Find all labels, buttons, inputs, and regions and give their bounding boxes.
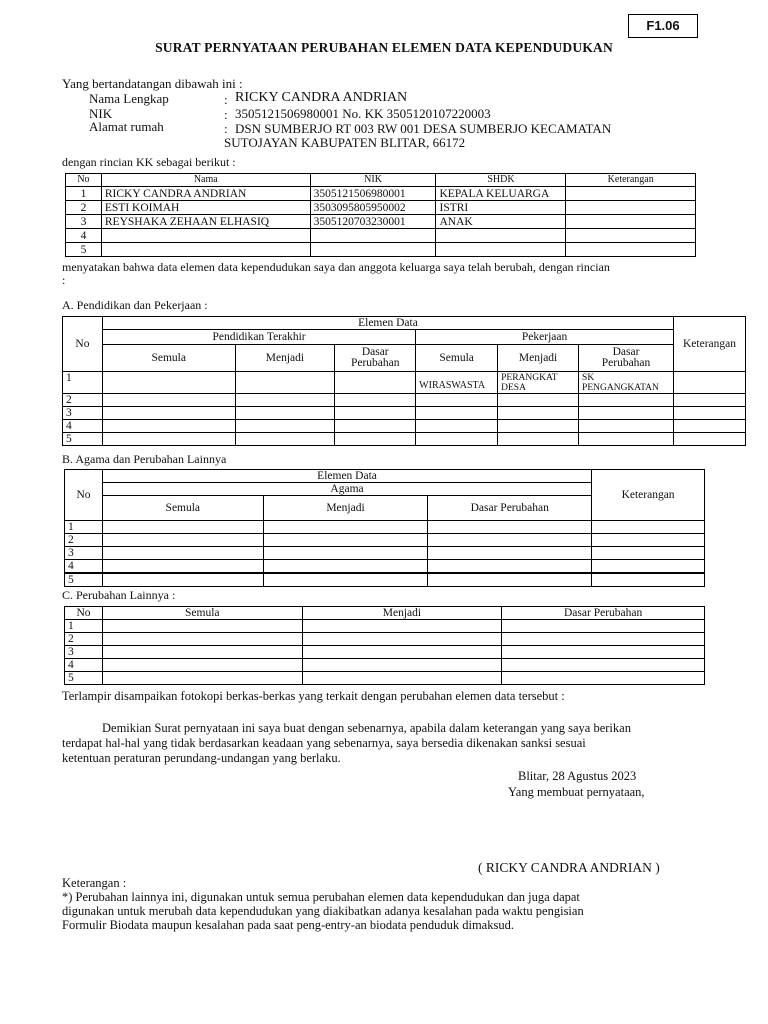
kk-cell-shdk	[436, 229, 566, 243]
pekerjaan-menjadi-line2: DESA	[501, 382, 526, 393]
cell	[235, 394, 335, 407]
section-a-table	[62, 316, 746, 446]
closing-line-1: Demikian Surat pernyataan ini saya buat dengan sebenarnya, apabila dalam keterangan yang saya berikan	[102, 721, 631, 735]
kk-cell-nama	[101, 229, 310, 243]
table-row	[65, 560, 705, 574]
kk-cell-no: 1	[66, 187, 102, 201]
cell	[579, 433, 674, 446]
name-colon: :	[224, 92, 228, 107]
signer-name: ( RICKY CANDRA ANDRIAN )	[478, 860, 660, 875]
kk-cell-nama: RICKY CANDRA ANDRIAN	[101, 187, 310, 201]
cell	[263, 521, 428, 534]
section-c-title: C. Perubahan Lainnya :	[62, 588, 176, 602]
cell	[502, 620, 705, 633]
cell	[428, 573, 592, 587]
attachment-text: Terlampir disampaikan fotokopi berkas-berkas yang terkait dengan perubahan elemen data tersebut :	[62, 689, 565, 703]
section-a-header-menjadi: Menjadi	[235, 345, 335, 372]
notes-line-2: digunakan untuk merubah data kependudukan yang diakibatkan adanya kesalahan pada waktu pengisian	[62, 904, 584, 918]
cell	[263, 547, 428, 560]
cell	[102, 433, 235, 446]
cell	[235, 372, 335, 394]
cell	[498, 433, 579, 446]
page-title: SURAT PERNYATAAN PERUBAHAN ELEMEN DATA KEPENDUDUKAN	[155, 40, 613, 55]
kk-cell-ket	[566, 215, 696, 229]
table-row	[65, 521, 705, 534]
cell	[263, 573, 428, 587]
kk-cell-no: 5	[66, 243, 102, 257]
cell	[592, 573, 705, 587]
cell	[102, 659, 302, 672]
cell	[416, 420, 498, 433]
cell	[335, 394, 416, 407]
cell	[302, 633, 502, 646]
signer-label: Yang membuat pernyataan,	[508, 785, 645, 799]
section-a-header-semula: Semula	[102, 345, 235, 372]
pekerjaan-semula-cell: WIRASWASTA	[416, 372, 498, 394]
cell	[102, 420, 235, 433]
table-row	[65, 633, 705, 646]
cell	[416, 394, 498, 407]
cell	[428, 547, 592, 560]
cell	[302, 646, 502, 659]
address-line-1: DSN SUMBERJO RT 003 RW 001 DESA SUMBERJO KECAMATAN	[235, 121, 612, 136]
section-a-header-no: No	[63, 317, 103, 372]
form-code-box: F1.06	[628, 14, 698, 38]
cell	[102, 672, 302, 685]
row-no: 2	[65, 633, 103, 646]
section-c-header-no: No	[65, 607, 103, 620]
kk-cell-shdk: KEPALA KELUARGA	[436, 187, 566, 201]
name-label: Nama Lengkap	[89, 91, 169, 106]
section-c-header-semula: Semula	[102, 607, 302, 620]
section-b-header-elemen: Elemen Data	[102, 470, 591, 483]
cell	[498, 394, 579, 407]
cell	[102, 407, 235, 420]
cell	[674, 420, 746, 433]
kk-header-nik: NIK	[310, 174, 436, 187]
kk-cell-shdk: ISTRI	[436, 201, 566, 215]
table-row	[63, 407, 746, 420]
kk-intro: dengan rincian KK sebagai berikut :	[62, 155, 236, 169]
kk-cell-nik: 3505121506980001	[310, 187, 436, 201]
cell	[302, 659, 502, 672]
kk-cell-nama: ESTI KOIMAH	[101, 201, 310, 215]
notes-line-3: Formulir Biodata maupun kesalahan pada saat peng-entry-an biodata penduduk dimaksud.	[62, 918, 514, 932]
cell	[502, 672, 705, 685]
cell	[428, 521, 592, 534]
row-no: 4	[65, 659, 103, 672]
nik-colon: :	[224, 107, 228, 122]
cell	[428, 560, 592, 574]
row-no: 5	[65, 573, 103, 587]
cell	[502, 646, 705, 659]
cell	[416, 407, 498, 420]
cell	[263, 560, 428, 574]
row-no: 1	[63, 372, 103, 394]
cell	[302, 620, 502, 633]
nik-label: NIK	[89, 106, 113, 121]
pekerjaan-menjadi-cell	[498, 372, 579, 394]
closing-line-3: ketentuan peraturan perundang-undangan yang berlaku.	[62, 751, 341, 765]
section-a-header-menjadi: Menjadi	[498, 345, 579, 372]
cell	[335, 407, 416, 420]
kk-cell-nik: 3505120703230001	[310, 215, 436, 229]
perubahan-text: Perubahan	[350, 357, 400, 369]
kk-cell-no: 3	[66, 215, 102, 229]
row-no: 5	[63, 433, 103, 446]
cell	[416, 433, 498, 446]
kk-cell-shdk: ANAK	[436, 215, 566, 229]
cell	[102, 534, 263, 547]
kk-header-shdk: SHDK	[436, 174, 566, 187]
pekerjaan-dasar-cell	[579, 372, 674, 394]
name-value: RICKY CANDRA ANDRIAN	[235, 90, 408, 105]
row-no: 4	[65, 560, 103, 574]
cell	[579, 394, 674, 407]
address-line-2: SUTOJAYAN KABUPATEN BLITAR, 66172	[224, 135, 466, 150]
cell	[674, 372, 746, 394]
kk-cell-no: 2	[66, 201, 102, 215]
cell	[674, 433, 746, 446]
kk-table	[65, 173, 696, 257]
section-b-table	[64, 469, 705, 587]
section-b-header-dasar: Dasar Perubahan	[428, 496, 592, 521]
cell	[102, 560, 263, 574]
table-row	[65, 547, 705, 560]
table-row	[63, 394, 746, 407]
notes-line-1: *) Perubahan lainnya ini, digunakan untuk semua perubahan elemen data kependudukan dan juga dapat	[62, 890, 580, 904]
section-c-header-dasar: Dasar Perubahan	[502, 607, 705, 620]
cell	[335, 433, 416, 446]
cell	[102, 372, 235, 394]
cell	[102, 646, 302, 659]
kk-cell-ket	[566, 229, 696, 243]
cell	[579, 407, 674, 420]
cell	[235, 420, 335, 433]
table-row	[66, 229, 696, 243]
cell	[579, 420, 674, 433]
section-a-header-dasar	[335, 345, 416, 372]
cell	[674, 394, 746, 407]
pekerjaan-menjadi-line1: PERANGKAT	[501, 372, 558, 383]
kk-cell-shdk	[436, 243, 566, 257]
cell	[102, 521, 263, 534]
section-b-title: B. Agama dan Perubahan Lainnya	[62, 452, 227, 466]
section-c-header-menjadi: Menjadi	[302, 607, 502, 620]
section-a-header-elemen: Elemen Data	[102, 317, 673, 330]
kk-cell-ket	[566, 243, 696, 257]
kk-header-keterangan: Keterangan	[566, 174, 696, 187]
cell	[263, 534, 428, 547]
cell	[102, 620, 302, 633]
section-a-header-pekerjaan: Pekerjaan	[416, 330, 674, 345]
dasar-text: Dasar	[612, 346, 640, 358]
closing-line-2: terdapat hal-hal yang tidak berdasarkan keadaan yang sebenarnya, saya bersedia dikenakan sanksi sesuai	[62, 736, 586, 750]
section-a-header-dasar	[579, 345, 674, 372]
statement-colon: :	[62, 273, 66, 287]
cell	[335, 372, 416, 394]
table-row	[63, 372, 746, 394]
cell	[674, 407, 746, 420]
cell	[592, 560, 705, 574]
table-row	[63, 420, 746, 433]
section-b-header-agama: Agama	[102, 483, 591, 496]
place-date: Blitar, 28 Agustus 2023	[518, 769, 637, 783]
row-no: 3	[65, 547, 103, 560]
address-colon: :	[224, 121, 228, 136]
section-b-header-no: No	[65, 470, 103, 521]
kk-header-no: No	[66, 174, 102, 187]
statement-text: menyatakan bahwa data elemen data kependudukan saya dan anggota keluarga saya telah berubah, dengan rincian	[62, 260, 610, 274]
intro-text: Yang bertandatangan dibawah ini :	[62, 76, 243, 91]
cell	[498, 420, 579, 433]
cell	[592, 534, 705, 547]
cell	[235, 433, 335, 446]
cell	[102, 394, 235, 407]
section-b-header-keterangan: Keterangan	[592, 470, 705, 521]
cell	[102, 547, 263, 560]
row-no: 5	[65, 672, 103, 685]
row-no: 1	[65, 620, 103, 633]
cell	[498, 407, 579, 420]
row-no: 3	[65, 646, 103, 659]
row-no: 1	[65, 521, 103, 534]
row-no: 3	[63, 407, 103, 420]
nik-value: 3505121506980001 No. KK 3505120107220003	[235, 106, 491, 121]
cell	[335, 420, 416, 433]
perubahan-text: Perubahan	[601, 357, 651, 369]
table-row	[65, 659, 705, 672]
section-c-table	[64, 606, 705, 685]
cell	[102, 573, 263, 587]
kk-cell-nik: 3503095805950002	[310, 201, 436, 215]
table-row	[65, 534, 705, 547]
pekerjaan-dasar-line2: PENGANGKATAN	[582, 382, 659, 393]
dasar-text: Dasar	[361, 346, 389, 358]
table-row	[65, 573, 705, 587]
table-row	[65, 620, 705, 633]
section-a-header-keterangan: Keterangan	[674, 317, 746, 372]
cell	[102, 633, 302, 646]
kk-cell-nik	[310, 243, 436, 257]
cell	[592, 521, 705, 534]
section-b-header-menjadi: Menjadi	[263, 496, 428, 521]
notes-label: Keterangan :	[62, 876, 127, 890]
table-row	[66, 201, 696, 215]
cell	[428, 534, 592, 547]
row-no: 4	[63, 420, 103, 433]
kk-header-nama: Nama	[101, 174, 310, 187]
row-no: 2	[65, 534, 103, 547]
table-row	[63, 433, 746, 446]
row-no: 2	[63, 394, 103, 407]
kk-cell-ket	[566, 187, 696, 201]
table-row	[65, 672, 705, 685]
section-a-header-semula: Semula	[416, 345, 498, 372]
section-a-title: A. Pendidikan dan Pekerjaan :	[62, 298, 208, 312]
section-a-header-pendidikan: Pendidikan Terakhir	[102, 330, 415, 345]
cell	[502, 659, 705, 672]
cell	[302, 672, 502, 685]
table-row	[65, 646, 705, 659]
kk-cell-nama: REYSHAKA ZEHAAN ELHASIQ	[101, 215, 310, 229]
kk-cell-nama	[101, 243, 310, 257]
cell	[592, 547, 705, 560]
kk-cell-ket	[566, 201, 696, 215]
table-row	[66, 243, 696, 257]
address-label: Alamat rumah	[89, 119, 164, 134]
kk-cell-no: 4	[66, 229, 102, 243]
kk-cell-nik	[310, 229, 436, 243]
table-row	[66, 187, 696, 201]
table-row	[66, 215, 696, 229]
pekerjaan-dasar-line1: SK	[582, 372, 595, 383]
cell	[235, 407, 335, 420]
cell	[502, 633, 705, 646]
section-b-header-semula: Semula	[102, 496, 263, 521]
